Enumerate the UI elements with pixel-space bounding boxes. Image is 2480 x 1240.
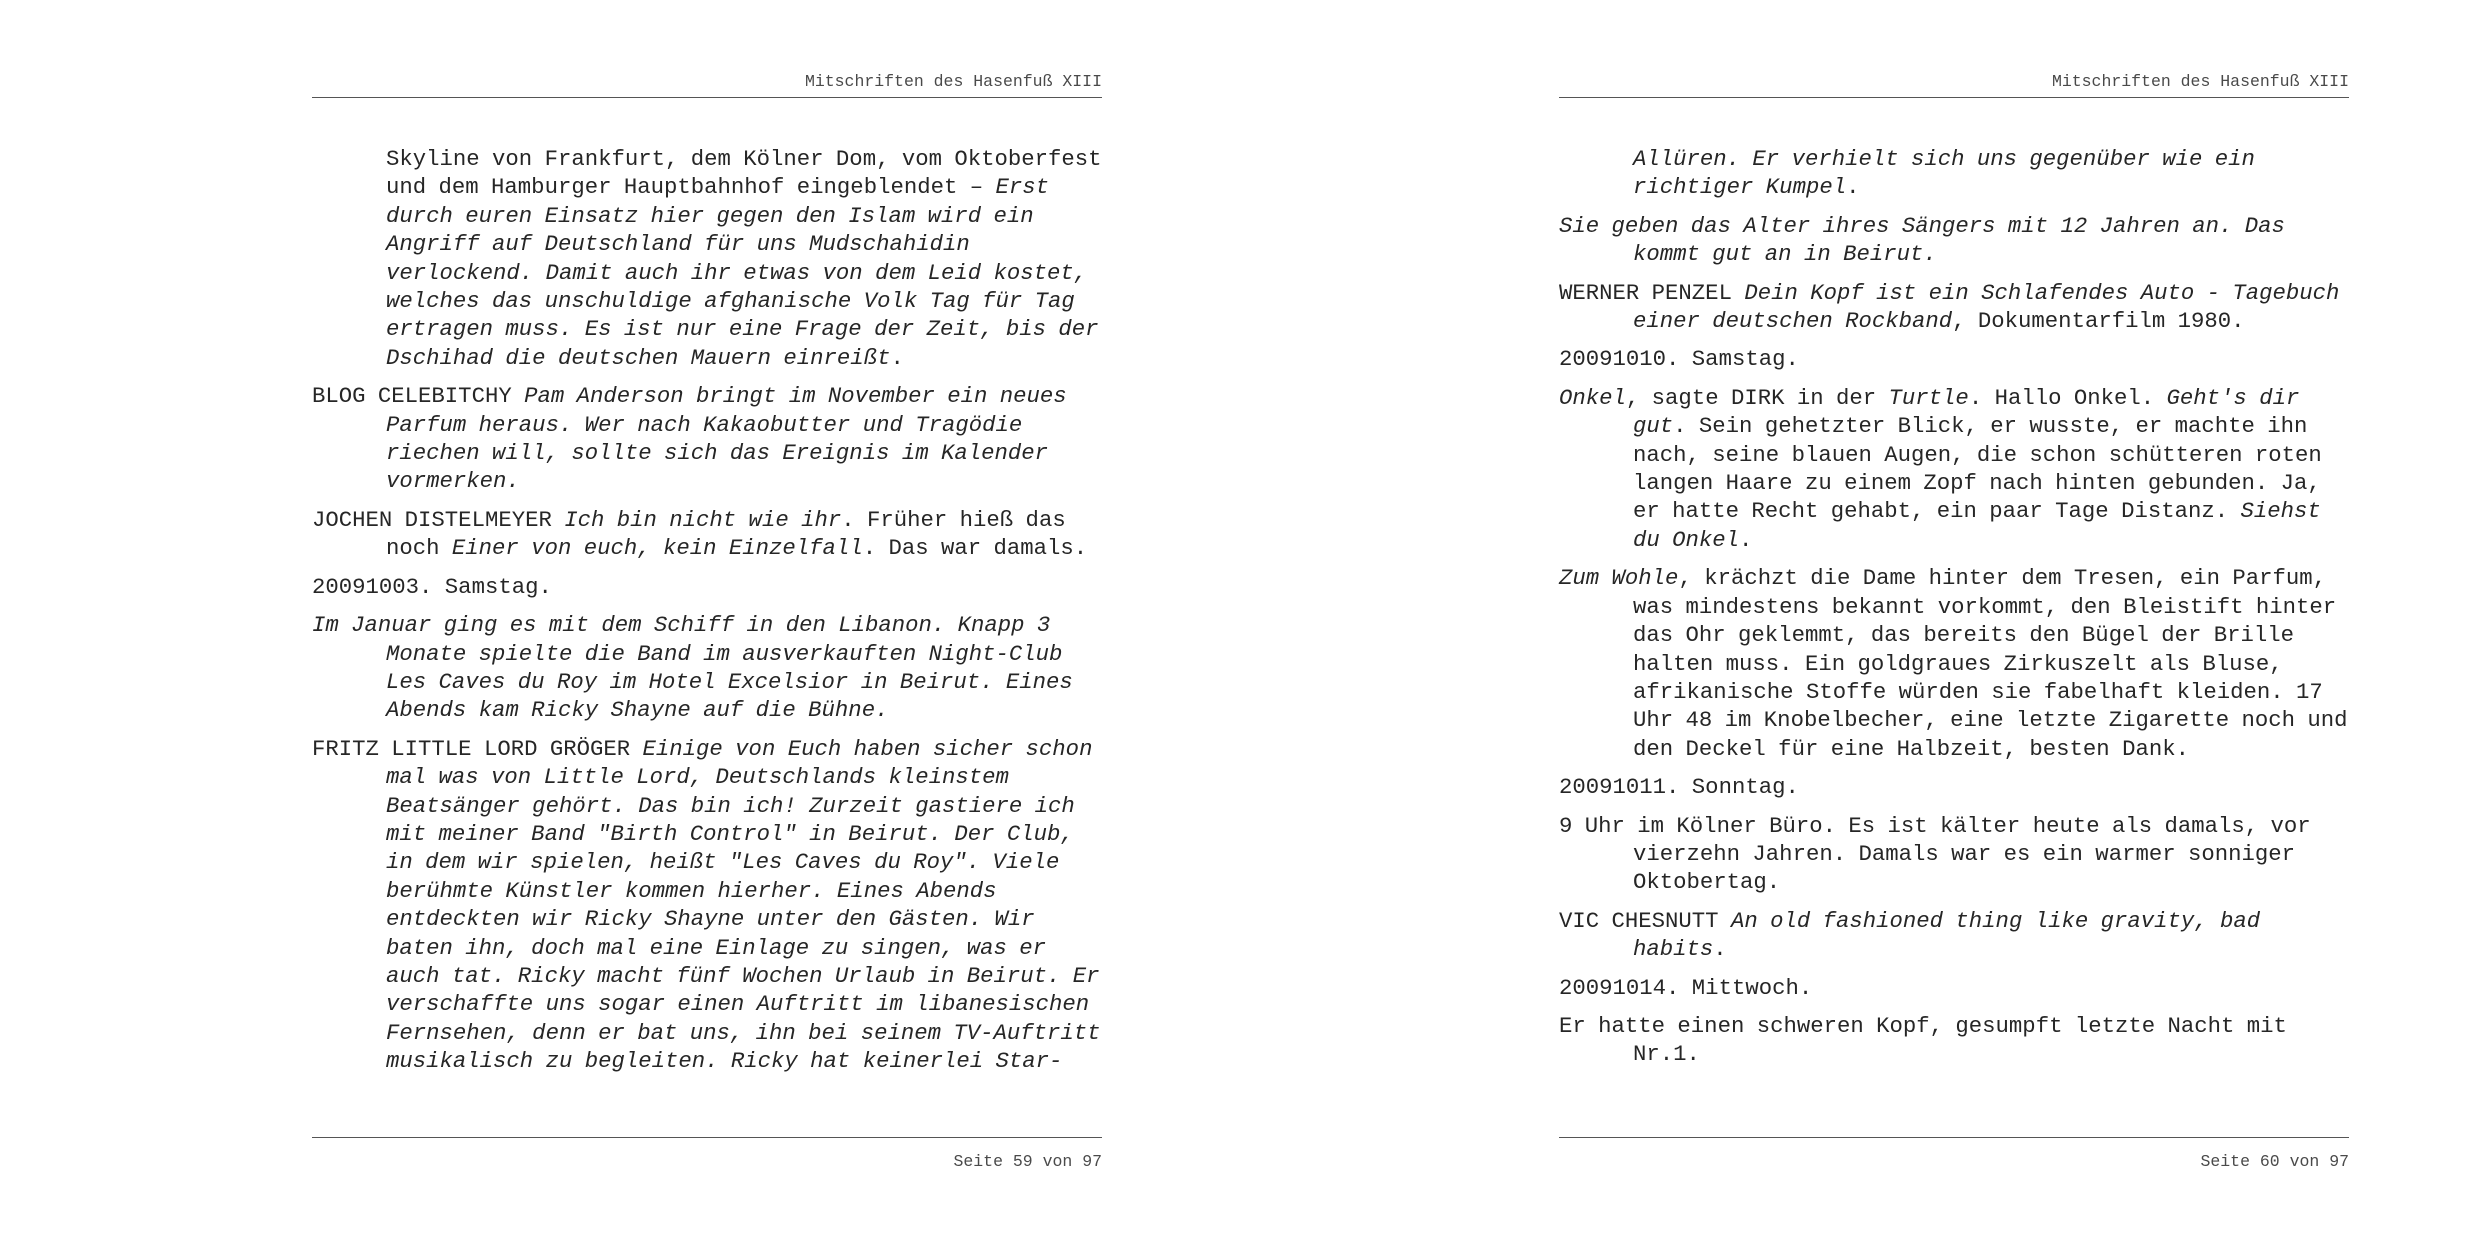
text-run: . Früher hieß das noch <box>386 506 1066 562</box>
footer-rule-right <box>1559 1137 2349 1138</box>
italic-text-run: Dein Kopf ist ein Schlafendes Auto - Tagebuch einer deutschen Rockband <box>1633 279 2340 335</box>
italic-text-run: Zum Wohle <box>1559 565 1679 592</box>
paragraph <box>312 573 1102 601</box>
italic-text-run: Allüren. Er verhielt sich uns gegenüber wie ein richtiger Kumpel <box>1633 146 2255 201</box>
paragraph <box>312 145 1102 372</box>
text-run: . <box>1739 526 1753 553</box>
paragraph <box>1559 564 2349 763</box>
italic-text-run: Onkel <box>1559 384 1626 411</box>
paragraph <box>312 506 1102 563</box>
italic-text-run: Pam Anderson bringt im November ein neues Parfum heraus. Wer nach Kakaobutter und Tragödie riechen will, sollte sich das Ereignis im Kalender vormerken. <box>386 383 1067 495</box>
paragraph <box>1559 279 2349 336</box>
left-page <box>312 0 1102 1240</box>
italic-text-run: Ich bin nicht wie ihr <box>564 506 842 533</box>
paragraph <box>1559 212 2349 269</box>
paragraph <box>1559 345 2349 373</box>
page-body-left <box>312 145 1102 1086</box>
page-footer-left: Seite 59 von 97 <box>953 1152 1102 1171</box>
text-run: 20091003. Samstag. <box>312 573 552 600</box>
paragraph <box>1559 1012 2349 1069</box>
right-page <box>1559 0 2349 1240</box>
italic-text-run: Einer von euch, kein Einzelfall <box>451 535 863 562</box>
paragraph <box>1559 974 2349 1002</box>
italic-text-run: Geht's dir gut <box>1633 384 2300 440</box>
text-run: , Dokumentarfilm 1980. <box>1952 308 2245 335</box>
text-run: . Sein gehetzter Blick, er wusste, er machte ihn nach, seine blauen Augen, die schon schütteren roten langen Haare zu einem Zopf nach hinten gebunden. Ja, er hatte Recht gehabt, ein paar Tage Distanz. <box>1633 413 2322 525</box>
paragraph <box>1559 907 2349 964</box>
text-run: . <box>1846 174 1860 201</box>
text-run: 20091014. Mittwoch. <box>1559 974 1813 1001</box>
text-run: WERNER PENZEL <box>1559 279 1745 306</box>
paragraph <box>312 735 1102 1076</box>
italic-text-run: Im Januar ging es mit dem Schiff in den Libanon. Knapp 3 Monate spielte die Band im ausverkauften Night-Club Les Caves du Roy im Hotel Excelsior in Beirut. Eines Abends kam Ricky Shayne auf die Bühne. <box>312 612 1073 724</box>
page-footer-right: Seite 60 von 97 <box>2200 1152 2349 1171</box>
italic-text-run: Turtle <box>1888 384 1969 411</box>
paragraph <box>1559 773 2349 801</box>
text-run: Er hatte einen schweren Kopf, gesumpft letzte Nacht mit Nr.1. <box>1559 1012 2287 1068</box>
text-run: . <box>1713 936 1727 963</box>
paragraph <box>1559 384 2349 554</box>
text-run: FRITZ LITTLE LORD GRÖGER <box>312 735 643 762</box>
page-body-right <box>1559 145 2349 1079</box>
header-rule-right <box>1559 97 2349 98</box>
text-run: . Das war damals. <box>862 535 1088 562</box>
paragraph <box>1559 812 2349 897</box>
page-header-right: Mitschriften des Hasenfuß XIII <box>2051 72 2349 91</box>
paragraph <box>312 611 1102 725</box>
text-run: 9 Uhr im Kölner Büro. Es ist kälter heute als damals, vor vierzehn Jahren. Damals war es ein warmer sonniger Oktobertag. <box>1559 812 2311 896</box>
header-rule-left <box>312 97 1102 98</box>
text-run: 20091011. Sonntag. <box>1559 774 1799 801</box>
text-run: JOCHEN DISTELMEYER <box>312 506 565 533</box>
italic-text-run: Siehst du Onkel <box>1633 498 2321 553</box>
text-run: VIC CHESNUTT <box>1559 907 1731 934</box>
paragraph <box>312 382 1102 496</box>
italic-text-run: Einige von Euch haben sicher schon mal was von Little Lord, Deutschlands kleinstem Beatsänger gehört. Das bin ich! Zurzeit gastiere ich mit meiner Band "Birth Control" in Beirut. Der Club, in dem wir spielen, heißt "Les Caves du Roy". Viele berühmte Künstler kommen hierher. Eines Abends entdeckten wir Ricky Shayne unter den Gästen. Wir baten ihn, doch mal eine Einlage zu singen, was er auch tat. Ricky macht fünf Wochen Urlaub in Beirut. Er verschaffte uns sogar einen Auftritt im libanesischen Fernsehen, denn er bat uns, ihn bei seinem TV-Auftritt musikalisch zu begleiten. Ricky hat keinerlei Star- <box>386 735 1101 1075</box>
italic-text-run: Erst durch euren Einsatz hier gegen den Islam wird ein Angriff auf Deutschland für uns Mudschahidin verlockend. Damit auch ihr etwas von dem Leid kostet, welches das unschuldige afghanische Volk Tag für Tag ertragen muss. Es ist nur eine Frage der Zeit, bis der Dschihad die deutschen Mauern einreißt <box>386 174 1099 371</box>
text-run: BLOG CELEBITCHY <box>312 383 525 410</box>
paragraph <box>1559 145 2349 202</box>
text-run: . <box>890 344 904 371</box>
italic-text-run: Sie geben das Alter ihres Sängers mit 12 Jahren an. Das kommt gut an in Beirut. <box>1559 212 2285 268</box>
text-run: , sagte DIRK in der <box>1625 384 1889 411</box>
text-run: Skyline von Frankfurt, dem Kölner Dom, vom Oktoberfest und dem Hamburger Hauptbahnhof eingeblendet – <box>386 146 1102 201</box>
italic-text-run: An old fashioned thing like gravity, bad habits <box>1633 907 2261 963</box>
footer-rule-left <box>312 1137 1102 1138</box>
text-run: . Hallo Onkel. <box>1968 384 2167 411</box>
text-run: 20091010. Samstag. <box>1559 346 1799 373</box>
page-header-left: Mitschriften des Hasenfuß XIII <box>804 72 1102 91</box>
text-run: , krächzt die Dame hinter dem Tresen, ein Parfum, was mindestens bekannt vorkommt, den Bleistift hinter das Ohr geklemmt, das bereits den Bügel der Brille halten muss. Ein goldgraues Zirkuszelt als Bluse, afrikanische Stoffe würden sie fabelhaft kleiden. 17 Uhr 48 im Knobelbecher, eine letzte Zigarette noch und den Deckel für eine Halbzeit, besten Dank. <box>1633 565 2348 762</box>
